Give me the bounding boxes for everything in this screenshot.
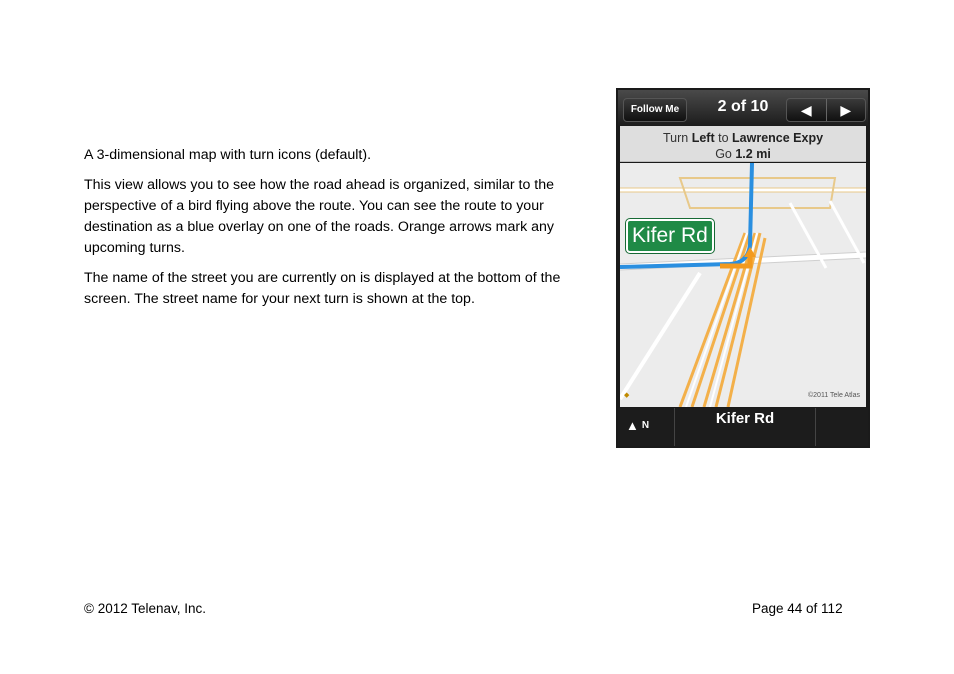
turn-direction: Left <box>691 131 715 145</box>
compass-icon[interactable] <box>626 418 649 433</box>
current-street: Kifer Rd <box>674 408 816 446</box>
compass-label: N <box>641 420 650 431</box>
map-copyright: ©2011 Tele Atlas <box>808 392 860 399</box>
document-body <box>84 145 584 319</box>
to-word: to <box>718 131 729 145</box>
step-nav-buttons <box>786 98 866 122</box>
step-counter: 2 of 10 <box>717 98 769 115</box>
follow-me-button[interactable]: Follow Me <box>623 98 687 122</box>
turn-word: Turn <box>662 131 689 145</box>
distance: 1.2 mi <box>735 147 771 161</box>
compass-arrow-icon: ▲ <box>626 418 639 433</box>
paragraph-street-names: The name of the street you are currently on is displayed at the bottom of the screen. The street name for your next turn is shown at the top. <box>84 270 561 307</box>
navigation-screenshot <box>616 88 870 448</box>
next-street: Lawrence Expy <box>732 131 824 145</box>
bottom-bar <box>618 408 868 446</box>
page-number: Page 44 of 112 <box>752 601 843 616</box>
footer-copyright: © 2012 Telenav, Inc. <box>84 601 207 616</box>
zoom-icon[interactable]: ◆ <box>624 392 630 399</box>
next-step-icon[interactable]: ▶ <box>840 102 852 118</box>
3d-map[interactable] <box>620 163 866 407</box>
turn-instruction <box>620 126 866 162</box>
paragraph-intro: A 3-dimensional map with turn icons (default). <box>84 147 372 163</box>
top-bar <box>618 90 868 126</box>
go-word: Go <box>715 147 732 161</box>
paragraph-3d-view: This view allows you to see how the road ahead is organized, similar to the perspective of a bird flying above the route. You can see the route to your destination as a blue overlay on one of the roads. Orange arrows mark any upcoming turns. <box>84 177 555 256</box>
previous-step-icon[interactable]: ◀ <box>787 99 827 121</box>
map-roads <box>620 163 866 407</box>
street-sign: Kifer Rd <box>626 219 714 253</box>
